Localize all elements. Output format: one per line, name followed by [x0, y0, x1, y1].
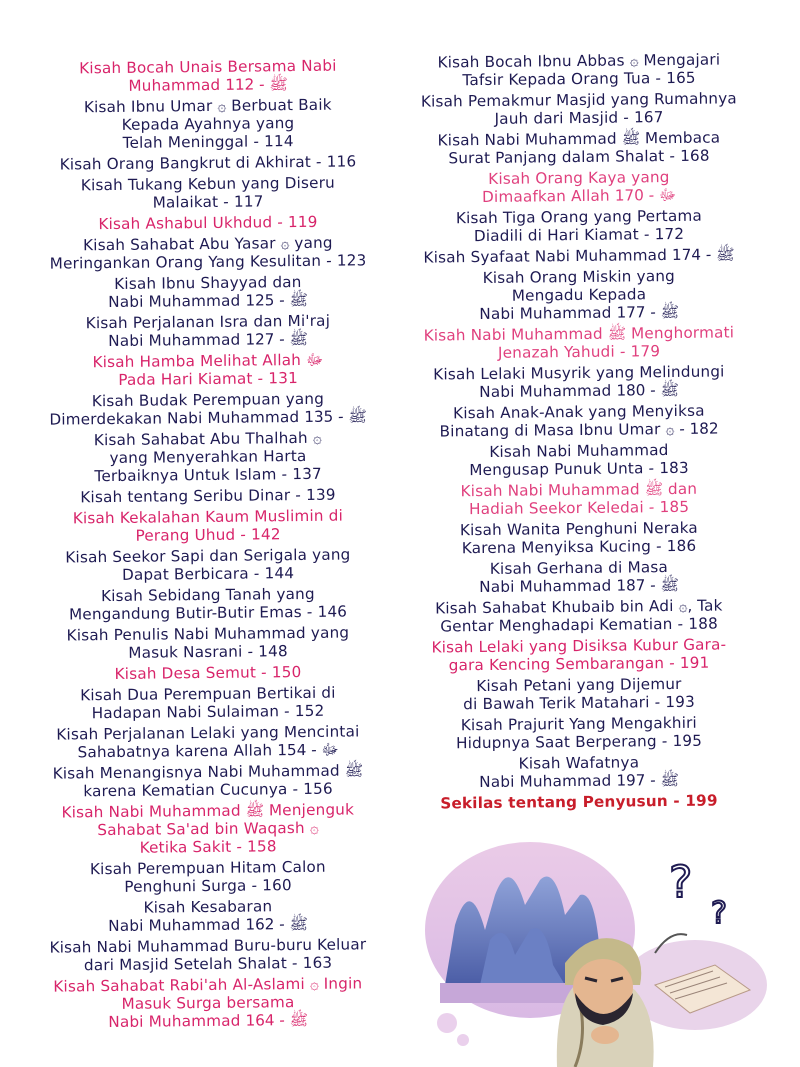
toc-entry-line: Kepada Ayahnya yang — [121, 114, 295, 135]
toc-entry-line: Nabi Muhammad ﷺ - 162 — [108, 914, 309, 936]
thinking-man-illustration — [425, 835, 770, 1067]
question-mark-icon: ? — [669, 857, 693, 908]
question-mark-icon: ? — [711, 896, 727, 931]
toc-entry-line: Mengandung Butir-Butir Emas - 146 — [68, 602, 348, 624]
toc-entry-line: Tafsir Kepada Orang Tua - 165 — [462, 68, 696, 90]
toc-entry-line: Kisah Syafaat Nabi Muhammad ﷺ - 174 — [423, 245, 735, 267]
toc-entry-line: Kisah Nabi Muhammad — [489, 441, 669, 461]
toc-right-column — [398, 52, 760, 814]
toc-entry-line: Nabi Muhammad ﷺ - 127 — [108, 329, 309, 351]
toc-entry-line: Kisah Ibnu Umar ۞ Berbuat Baik — [83, 95, 332, 117]
toc-entry — [398, 266, 761, 324]
toc-entry-line: Meringankan Orang Yang Kesulitan - 123 — [49, 251, 367, 273]
toc-entry — [18, 857, 398, 897]
toc-entry — [18, 623, 398, 663]
toc-entry — [398, 206, 760, 246]
toc-entry-line: Kisah Wanita Penghuni Neraka — [459, 518, 698, 540]
toc-entry-line: Pada Hari Kiamat - 131 — [118, 369, 299, 389]
toc-entry — [18, 722, 398, 762]
toc-entry-line: Kisah Lelaki yang Disiksa Kubur Gara- — [431, 635, 727, 657]
toc-entry-line: Kisah Petani yang Dijemur — [476, 674, 682, 696]
toc-entry-line: Kisah Perjalanan Isra dan Mi'raj — [85, 311, 331, 333]
toc-entry — [398, 167, 760, 207]
toc-entry-line: Kisah Ibnu Shayyad dan — [114, 272, 302, 293]
toc-entry-line: Nabi Muhammad ﷺ - 177 — [479, 303, 680, 324]
toc-entry-line: Kisah Kekalahan Kaum Muslimin di — [72, 506, 344, 528]
toc-entry-line: Nabi Muhammad ﷺ - 125 — [108, 290, 309, 312]
toc-entry — [18, 272, 398, 312]
toc-entry-line: Kisah Nabi Muhammad ﷺ Menjenguk — [61, 800, 355, 822]
toc-entry-line: Kisah Bocah Unais Bersama Nabi — [79, 56, 337, 78]
toc-entry-line: Ketika Sakit - 158 — [139, 837, 277, 857]
toc-entry-line: Kisah Penulis Nabi Muhammad yang — [66, 623, 350, 645]
toc-entry-line: Kisah Desa Semut - 150 — [114, 662, 302, 683]
toc-entry-line: Kisah Lelaki Musyrik yang Melindungi — [433, 362, 725, 384]
toc-entry — [398, 323, 760, 363]
toc-entry-line: Dimaafkan Allah ﷻ - 170 — [481, 186, 677, 207]
toc-entry — [18, 389, 398, 429]
toc-entry-line: Malaikat - 117 — [152, 192, 264, 212]
toc-entry — [18, 506, 398, 546]
toc-entry-line: Nabi Muhammad ﷺ - 180 — [479, 381, 680, 402]
toc-entry-line: Mengadu Kepada — [511, 285, 647, 305]
toc-entry-line: Kisah Menangisnya Nabi Muhammad ﷺ — [52, 760, 364, 783]
toc-entry — [18, 485, 398, 507]
toc-entry-line: Masuk Nasrani - 148 — [128, 642, 288, 662]
toc-entry — [18, 761, 398, 801]
toc-entry — [18, 800, 399, 859]
toc-entry-line: Kisah Budak Perempuan yang — [91, 389, 325, 411]
toc-entry — [18, 683, 398, 723]
toc-entry-line: Nabi Muhammad ﷺ - 197 — [479, 771, 680, 792]
toc-entry — [18, 896, 398, 936]
toc-entry-line: Kisah Gerhana di Masa — [489, 558, 669, 578]
toc-entry — [18, 173, 398, 213]
toc-entry-line: Kisah Nabi Muhammad ﷺ Membaca — [437, 128, 721, 150]
toc-entry-line: Kisah Orang Bangkrut di Akhirat - 116 — [59, 152, 357, 174]
toc-entry — [398, 50, 760, 90]
toc-entry — [18, 212, 398, 234]
toc-left-column — [18, 58, 398, 1033]
toc-entry-line: Kisah Orang Kaya yang — [488, 168, 670, 188]
toc-entry-line: Kisah Nabi Muhammad Buru-buru Keluar — [49, 935, 367, 957]
toc-entry — [398, 440, 760, 480]
toc-entry-line: Hadapan Nabi Sulaiman - 152 — [91, 701, 325, 723]
toc-entry-line: Gentar Menghadapi Kematian - 188 — [440, 614, 718, 636]
toc-entry-line: Dapat Berbicara - 144 — [121, 564, 295, 584]
toc-entry-line: Surat Panjang dalam Shalat - 168 — [448, 146, 710, 168]
toc-entry — [18, 584, 398, 624]
toc-entry-line: Diadili di Hari Kiamat - 172 — [473, 225, 685, 246]
toc-entry-line: Karena Menyiksa Kucing - 186 — [461, 536, 697, 558]
toc-entry — [398, 479, 760, 519]
toc-entry — [18, 233, 398, 273]
toc-entry-line: Kisah Sahabat Khubaib bin Adi ۞, Tak — [435, 596, 723, 618]
toc-entry — [398, 752, 760, 792]
toc-entry — [18, 152, 398, 174]
toc-entry-line: Kisah Orang Miskin yang — [482, 266, 676, 287]
toc-entry — [18, 95, 399, 154]
toc-entry — [18, 56, 398, 96]
toc-entry-line: Telah Meninggal - 114 — [122, 132, 294, 153]
toc-entry — [398, 362, 760, 402]
toc-entry-line: Kisah Sahabat Abu Yasar ۞ yang — [83, 233, 333, 255]
toc-entry-line: Kisah Perjalanan Lelaki yang Mencintai — [56, 722, 360, 744]
toc-entry-line: gara Kencing Sembarangan - 191 — [448, 653, 710, 675]
toc-entry-line: Sahabatnya karena Allah ﷻ - 154 — [77, 740, 339, 762]
toc-entry — [398, 713, 760, 753]
toc-entry-line: Kisah Pemakmur Masjid yang Rumahnya — [420, 89, 737, 111]
toc-entry-line: Sekilas tentang Penyusun - 199 — [440, 791, 718, 813]
toc-entry-line: Kisah Nabi Muhammad ﷺ dan — [460, 479, 698, 501]
toc-entry-line: Sahabat Sa'ad bin Waqash ۞ — [97, 818, 319, 839]
toc-entry-line: di Bawah Terik Matahari - 193 — [463, 692, 696, 714]
toc-entry-line: Nabi Muhammad ﷺ - 164 — [108, 1011, 309, 1032]
toc-entry-line: Hadiah Seekor Keledai - 185 — [468, 498, 690, 519]
toc-entry-line: Hidupnya Saat Berperang - 195 — [455, 731, 703, 753]
toc-entry-line: Kisah Tukang Kebun yang Diseru — [80, 173, 336, 195]
toc-entry-line: Kisah Tiga Orang yang Pertama — [455, 206, 702, 228]
toc-entry-line: Kisah Seekor Sapi dan Serigala yang — [65, 545, 351, 567]
toc-entry — [398, 245, 760, 267]
toc-entry-line: karena Kematian Cucunya - 156 — [83, 779, 333, 801]
toc-entry-line: Binatang di Masa Ibnu Umar ۞ - 182 — [439, 419, 719, 441]
toc-entry-line: Jauh dari Masjid - 167 — [494, 108, 664, 129]
toc-entry — [18, 935, 398, 975]
toc-entry — [398, 635, 760, 675]
toc-entry-line: yang Menyerahkan Harta — [109, 446, 307, 468]
toc-entry — [398, 596, 760, 636]
toc-entry-line: dari Masjid Setelah Shalat - 163 — [83, 953, 333, 975]
toc-entry — [18, 311, 398, 351]
toc-entry-line: Kisah Hamba Melihat Allah ﷻ — [92, 350, 324, 372]
toc-entry — [398, 89, 760, 129]
toc-entry — [18, 974, 399, 1033]
toc-entry-line: Kisah Sahabat Rabi'ah Al-Aslami ۞ Ingin — [53, 974, 363, 996]
toc-entry-line: Nabi Muhammad ﷺ - 187 — [479, 576, 680, 597]
toc-entry — [398, 557, 760, 597]
toc-entry — [18, 545, 398, 585]
toc-entry — [18, 662, 398, 684]
toc-entry-line: Kisah Dua Perempuan Bertikai di — [80, 683, 336, 704]
toc-entry-line: Kisah Anak-Anak yang Menyiksa — [453, 401, 705, 423]
toc-entry-line: Dimerdekakan Nabi Muhammad ﷺ - 135 — [49, 407, 367, 429]
toc-entry-line: Jenazah Yahudi - 179 — [497, 342, 661, 363]
toc-entry-line: Kisah Bocah Ibnu Abbas ۞ Mengajari — [437, 50, 721, 72]
toc-entry-line: Kisah Sebidang Tanah yang — [100, 584, 315, 605]
toc-entry-line: Mengusap Punuk Unta - 183 — [469, 459, 689, 480]
toc-entry — [18, 428, 399, 487]
toc-entry — [398, 518, 760, 558]
toc-entry-line: Penghuni Surga - 160 — [124, 876, 292, 896]
toc-entry-line: Terbaiknya Untuk Islam - 137 — [94, 465, 322, 486]
toc-entry-line: Kisah Kesabaran — [143, 897, 273, 917]
toc-entry — [398, 401, 760, 441]
toc-entry-line: Kisah tentang Seribu Dinar - 139 — [80, 485, 336, 507]
toc-entry-line: Masuk Surga bersama — [121, 993, 295, 1013]
toc-entry — [18, 350, 398, 390]
toc-entry-line: Kisah Nabi Muhammad ﷺ Menghormati — [423, 323, 735, 345]
toc-entry — [398, 791, 760, 813]
toc-entry-line: Kisah Perempuan Hitam Calon — [89, 857, 326, 879]
toc-entry-line: Kisah Ashabul Ukhdud - 119 — [98, 212, 318, 234]
toc-entry-line: Muhammad ﷺ - 112 — [128, 75, 288, 96]
toc-entry-line: Perang Uhud - 142 — [135, 525, 281, 545]
toc-entry-line: Kisah Prajurit Yang Mengakhiri — [460, 713, 698, 735]
toc-entry-line: Kisah Sahabat Abu Thalhah ۞ — [93, 428, 322, 449]
toc-entry — [398, 128, 760, 168]
toc-entry — [398, 674, 760, 714]
toc-entry-line: Kisah Wafatnya — [518, 753, 640, 773]
